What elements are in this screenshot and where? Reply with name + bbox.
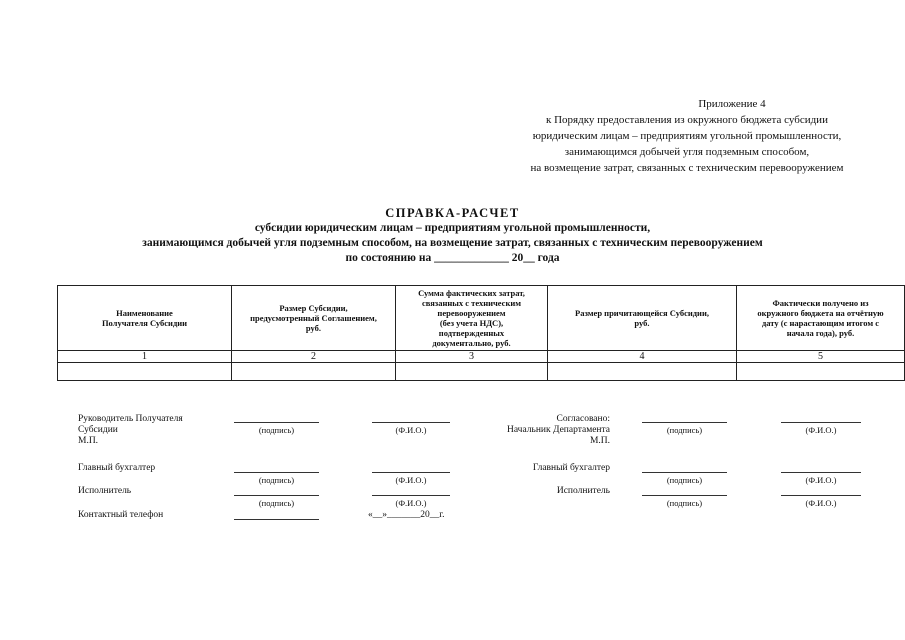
name-caption: (Ф.И.О.) [805, 498, 837, 508]
appendix-block [477, 96, 897, 176]
table-cell[interactable] [232, 363, 396, 381]
agreed-label: Согласовано: [556, 414, 610, 424]
contact-phone-label: Контактный телефон [78, 510, 164, 520]
table-header-row [58, 286, 905, 351]
name-line[interactable] [781, 495, 861, 496]
name-caption: (Ф.И.О.) [395, 475, 427, 485]
signature-caption: (подпись) [666, 475, 703, 485]
appendix-line: Приложение 4 [698, 98, 766, 110]
column-number: 5 [737, 351, 905, 363]
table-cell[interactable] [58, 363, 232, 381]
column-header: Наименование Получателя Субсидии [58, 286, 232, 351]
name-caption: (Ф.И.О.) [805, 475, 837, 485]
name-line[interactable] [781, 472, 861, 473]
signature-caption: (подпись) [666, 425, 703, 435]
executor-label-right: Исполнитель [556, 486, 610, 496]
document-heading [0, 205, 905, 266]
name-line[interactable] [372, 495, 450, 496]
date-field: «__»_______20__г. [368, 510, 445, 520]
appendix-line: занимающимся добычей угля подземным способом, [564, 146, 810, 158]
column-header: Размер причитающейся Субсидии, руб. [548, 286, 737, 351]
column-header: Размер Субсидии, предусмотренный Соглашением, руб. [232, 286, 396, 351]
appendix-line: к Порядку предоставления из окружного бюджета субсидии [546, 114, 828, 126]
calculation-table [57, 285, 905, 381]
chief-accountant-label-right: Главный бухгалтер [532, 463, 610, 473]
document-subtitle-line: субсидии юридическим лицам – предприятиям угольной промышленности, [254, 222, 651, 234]
column-number-row [58, 351, 905, 363]
signature-line[interactable] [234, 472, 319, 473]
appendix-line: на возмещение затрат, связанных с техническим перевооружением [530, 162, 844, 174]
column-number: 2 [232, 351, 396, 363]
signature-line[interactable] [642, 495, 727, 496]
executor-label-left: Исполнитель [78, 486, 132, 496]
signature-caption: (подпись) [258, 425, 295, 435]
signature-caption: (подпись) [258, 498, 295, 508]
recipient-head-label-cont: Субсидии [78, 425, 118, 435]
table-row [58, 363, 905, 381]
signature-line[interactable] [642, 472, 727, 473]
department-head-label: Начальник Департамента [506, 425, 610, 435]
signature-line[interactable] [234, 422, 319, 423]
table-cell[interactable] [737, 363, 905, 381]
stamp-label-right: М.П. [589, 436, 610, 446]
name-caption: (Ф.И.О.) [805, 425, 837, 435]
name-line[interactable] [372, 422, 450, 423]
column-number: 3 [396, 351, 548, 363]
name-caption: (Ф.И.О.) [395, 425, 427, 435]
signature-caption: (подпись) [258, 475, 295, 485]
column-header: Фактически получено из окружного бюджета на отчётную дату (с нарастающим итогом с начала года), руб. [737, 286, 905, 351]
table-cell[interactable] [396, 363, 548, 381]
column-header: Сумма фактических затрат, связанных с техническим перевооружением (без учета НДС), подтвержденных документально, руб. [396, 286, 548, 351]
chief-accountant-label-left: Главный бухгалтер [78, 463, 156, 473]
document-subtitle-line: занимающимся добычей угля подземным способом, на возмещение затрат, связанных с техническим перевооружением [142, 237, 763, 249]
phone-line[interactable] [234, 519, 319, 520]
recipient-head-label: Руководитель Получателя [78, 414, 183, 424]
document-date-line: по состоянию на _____________ 20__ года [345, 252, 560, 264]
stamp-label-left: М.П. [78, 436, 99, 446]
name-line[interactable] [372, 472, 450, 473]
document-title: СПРАВКА-РАСЧЕТ [385, 206, 520, 220]
name-caption: (Ф.И.О.) [395, 498, 427, 508]
signature-line[interactable] [234, 495, 319, 496]
column-number: 1 [58, 351, 232, 363]
column-number: 4 [548, 351, 737, 363]
signature-caption: (подпись) [666, 498, 703, 508]
name-line[interactable] [781, 422, 861, 423]
appendix-line: юридическим лицам – предприятиям угольной промышленности, [532, 130, 842, 142]
signature-line[interactable] [642, 422, 727, 423]
table-cell[interactable] [548, 363, 737, 381]
